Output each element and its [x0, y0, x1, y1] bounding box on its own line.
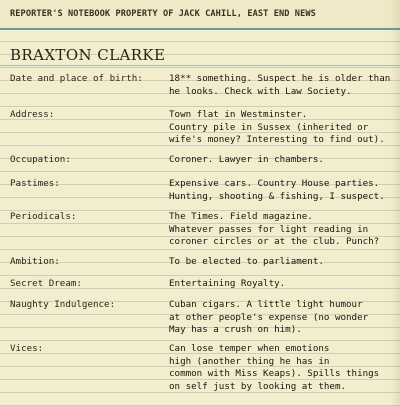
field-label: Naughty Indulgence: — [10, 299, 116, 310]
field-label: Occupation: — [10, 154, 71, 165]
field-label: Ambition: — [10, 256, 60, 267]
field-value: Can lose temper when emotions high (another thing he has in common with Miss Keaps). Spills things on self just by looking at them. — [169, 343, 380, 392]
notebook-header-text: REPORTER'S NOTEBOOK PROPERTY OF JACK CAHILL, EAST END NEWS — [10, 9, 316, 19]
field-value: Town flat in Westminster. Country pile in Sussex (inherited or wife's money? Interesting to find out). — [169, 109, 385, 145]
field-value: Entertaining Royalty. — [169, 278, 286, 289]
header-rule — [0, 28, 400, 30]
notebook-header — [0, 0, 400, 30]
field-label: Secret Dream: — [10, 278, 82, 289]
field-value: 18** something. Suspect he is older than he looks. Check with Law Society. — [169, 73, 391, 97]
field-label: Periodicals: — [10, 211, 77, 222]
field-value: To be elected to parliament. — [169, 256, 324, 267]
field-label: Vices: — [10, 343, 44, 354]
field-value: The Times. Field magazine. Whatever passes for light reading in coroner circles or at the club. Punch? — [169, 211, 380, 247]
title-rule — [0, 65, 400, 66]
field-value: Coroner. Lawyer in chambers. — [169, 154, 324, 165]
field-label: Address: — [10, 109, 55, 120]
field-label: Date and place of birth: — [10, 73, 143, 84]
field-value: Expensive cars. Country House parties. Hunting, shooting & fishing, I suspect. — [169, 178, 385, 202]
field-label: Pastimes: — [10, 178, 60, 189]
page-title: BRAXTON CLARKE — [10, 46, 166, 64]
page-edge-shade — [390, 0, 400, 406]
field-value: Cuban cigars. A little light humour at other people's expense (no wonder May has a crush on him). — [169, 299, 369, 335]
